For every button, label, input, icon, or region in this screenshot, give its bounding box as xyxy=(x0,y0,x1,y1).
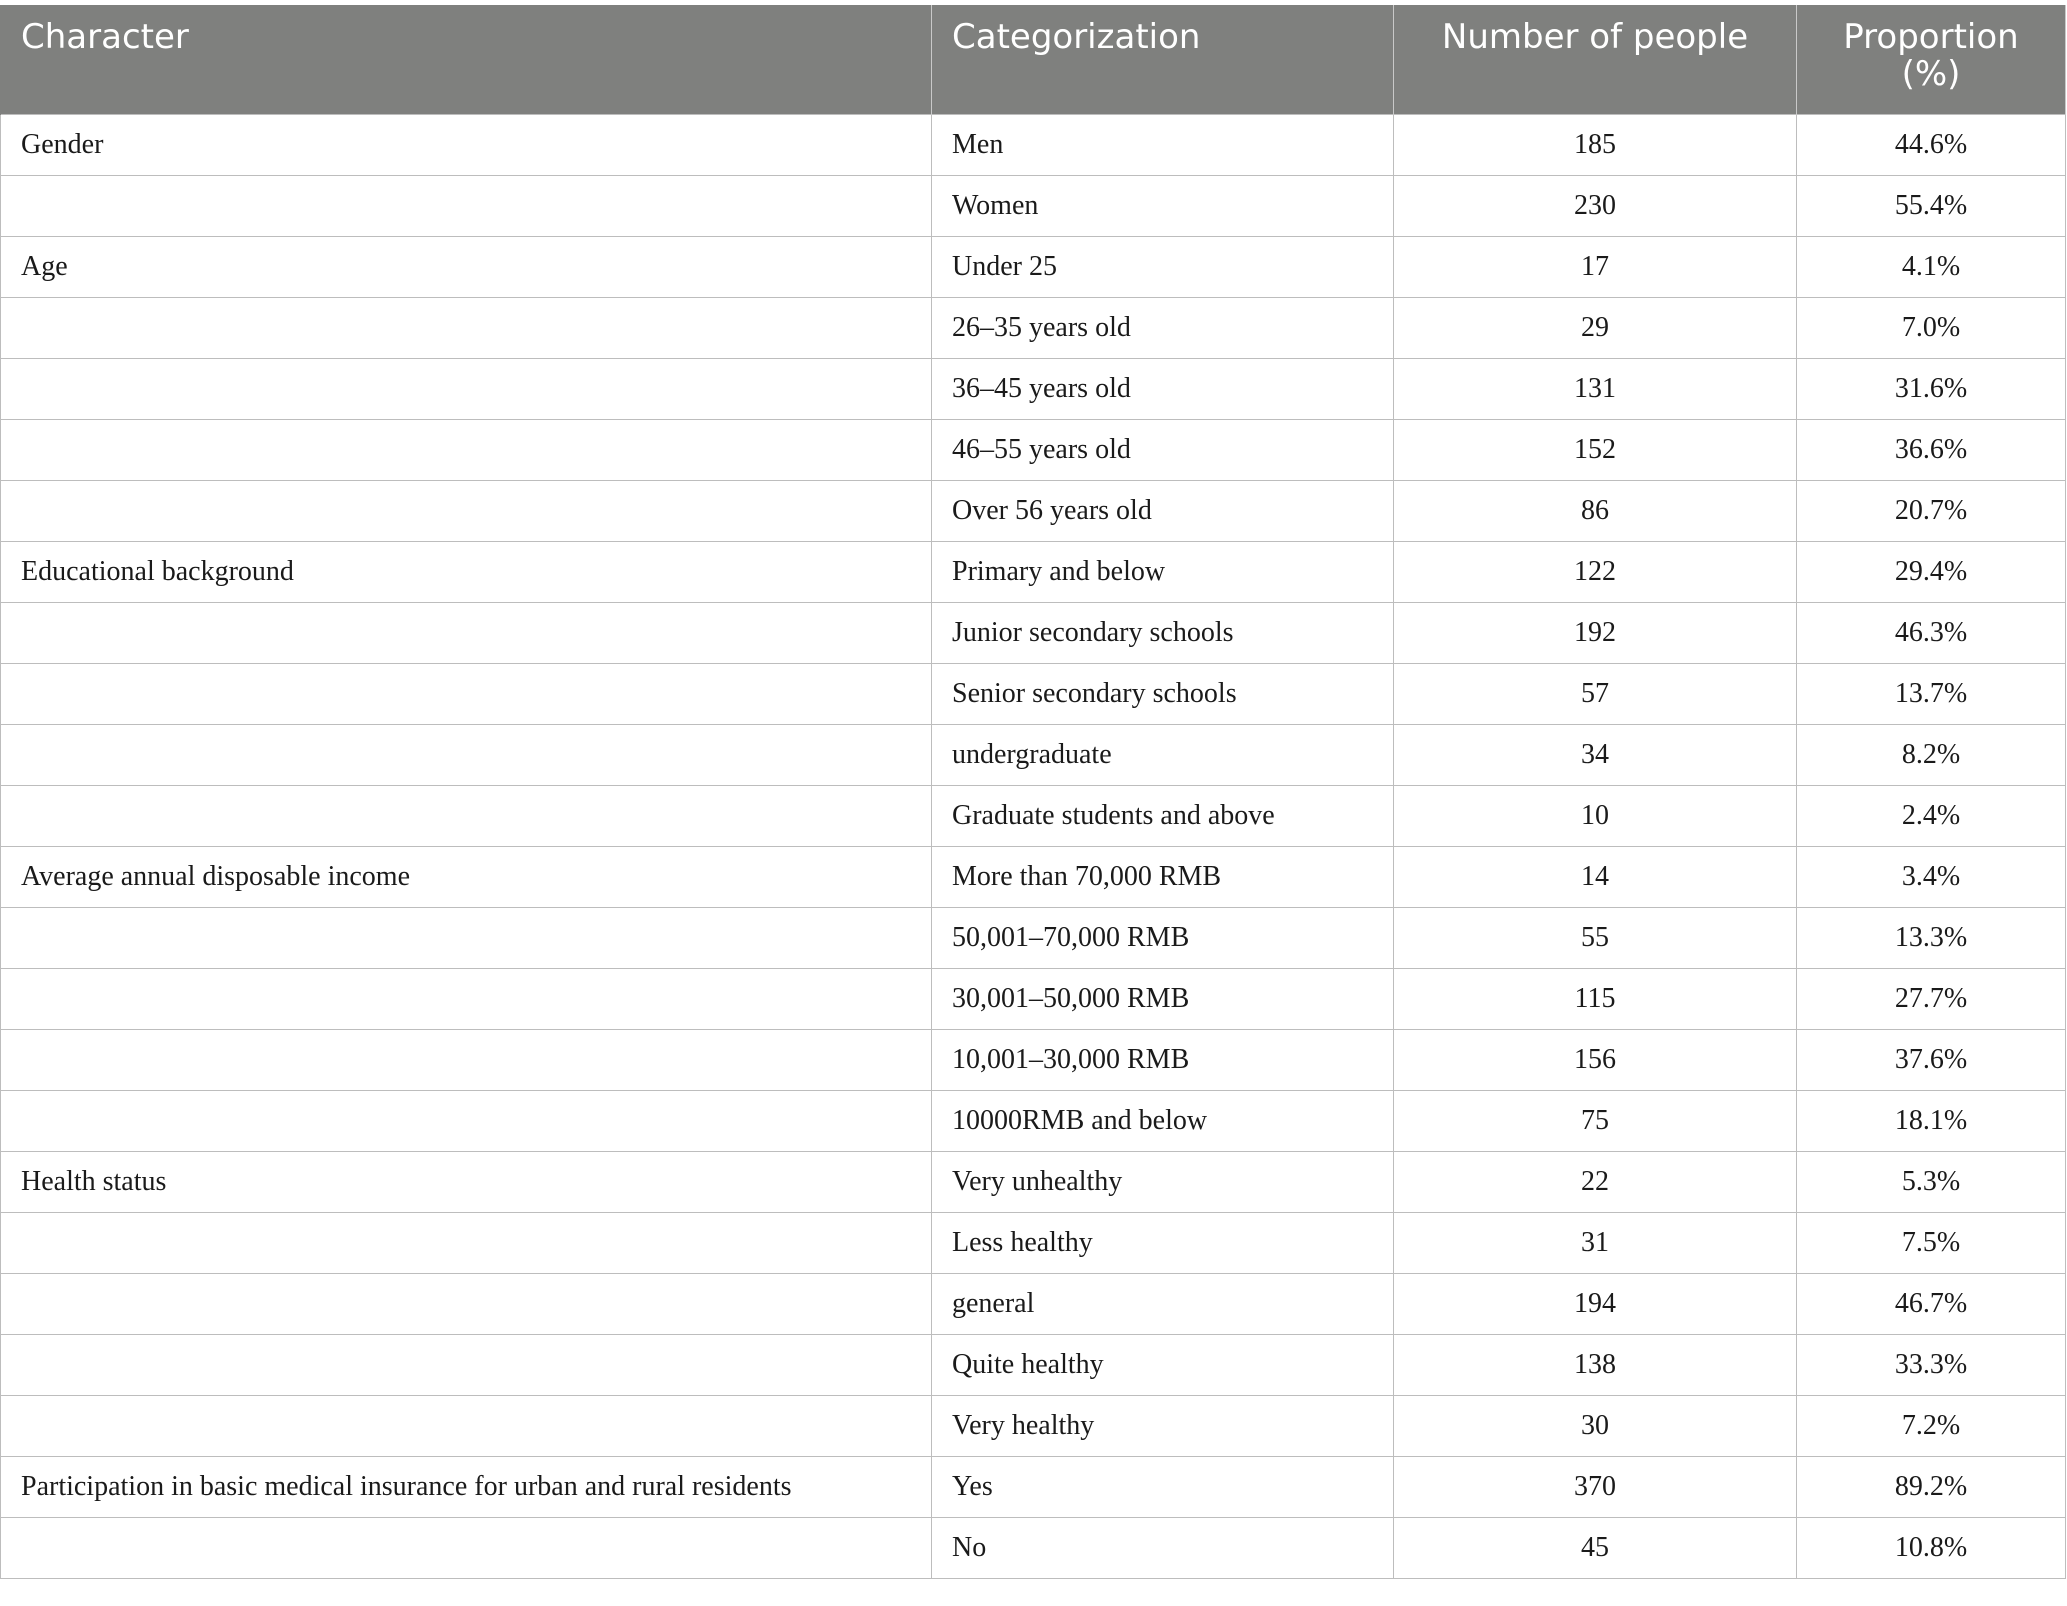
table-row xyxy=(1,480,2066,541)
cell-number-of-people: 55 xyxy=(1394,907,1797,968)
cell-character xyxy=(1,1273,932,1334)
table-row xyxy=(1,175,2066,236)
cell-categorization: undergraduate xyxy=(932,724,1394,785)
table-row xyxy=(1,907,2066,968)
cell-character xyxy=(1,968,932,1029)
cell-proportion: 27.7% xyxy=(1797,968,2066,1029)
cell-categorization: Women xyxy=(932,175,1394,236)
cell-categorization: 26–35 years old xyxy=(932,297,1394,358)
cell-categorization: Men xyxy=(932,114,1394,175)
cell-categorization: 10,001–30,000 RMB xyxy=(932,1029,1394,1090)
cell-categorization: Quite healthy xyxy=(932,1334,1394,1395)
cell-categorization: 50,001–70,000 RMB xyxy=(932,907,1394,968)
cell-categorization: Under 25 xyxy=(932,236,1394,297)
cell-character: Educational background xyxy=(1,541,932,602)
cell-categorization: Senior secondary schools xyxy=(932,663,1394,724)
cell-number-of-people: 30 xyxy=(1394,1395,1797,1456)
cell-number-of-people: 156 xyxy=(1394,1029,1797,1090)
cell-character xyxy=(1,907,932,968)
table-row xyxy=(1,1456,2066,1517)
cell-proportion: 7.0% xyxy=(1797,297,2066,358)
header-proportion-line1: Proportion xyxy=(1843,17,2019,57)
cell-proportion: 29.4% xyxy=(1797,541,2066,602)
table-row xyxy=(1,1273,2066,1334)
header-character: Character xyxy=(1,5,932,114)
cell-categorization: Less healthy xyxy=(932,1212,1394,1273)
cell-number-of-people: 370 xyxy=(1394,1456,1797,1517)
cell-character: Participation in basic medical insurance for urban and rural residents xyxy=(1,1456,932,1517)
cell-number-of-people: 14 xyxy=(1394,846,1797,907)
cell-proportion: 89.2% xyxy=(1797,1456,2066,1517)
cell-proportion: 3.4% xyxy=(1797,846,2066,907)
table-row xyxy=(1,724,2066,785)
cell-character xyxy=(1,175,932,236)
cell-number-of-people: 230 xyxy=(1394,175,1797,236)
table-row xyxy=(1,785,2066,846)
table-row xyxy=(1,846,2066,907)
cell-number-of-people: 115 xyxy=(1394,968,1797,1029)
header-proportion xyxy=(1797,5,2066,114)
cell-number-of-people: 31 xyxy=(1394,1212,1797,1273)
cell-proportion: 55.4% xyxy=(1797,175,2066,236)
cell-character: Health status xyxy=(1,1151,932,1212)
cell-character xyxy=(1,602,932,663)
cell-categorization: 36–45 years old xyxy=(932,358,1394,419)
table-row xyxy=(1,358,2066,419)
cell-character: Gender xyxy=(1,114,932,175)
table-row xyxy=(1,419,2066,480)
table-row xyxy=(1,1151,2066,1212)
cell-character xyxy=(1,1090,932,1151)
table-row xyxy=(1,602,2066,663)
cell-categorization: More than 70,000 RMB xyxy=(932,846,1394,907)
table-row xyxy=(1,1029,2066,1090)
cell-categorization: Junior secondary schools xyxy=(932,602,1394,663)
cell-number-of-people: 34 xyxy=(1394,724,1797,785)
cell-proportion: 20.7% xyxy=(1797,480,2066,541)
cell-number-of-people: 185 xyxy=(1394,114,1797,175)
cell-number-of-people: 22 xyxy=(1394,1151,1797,1212)
table-row xyxy=(1,236,2066,297)
table-row xyxy=(1,1090,2066,1151)
cell-proportion: 36.6% xyxy=(1797,419,2066,480)
cell-character xyxy=(1,358,932,419)
table-row xyxy=(1,114,2066,175)
cell-proportion: 18.1% xyxy=(1797,1090,2066,1151)
cell-number-of-people: 152 xyxy=(1394,419,1797,480)
cell-number-of-people: 138 xyxy=(1394,1334,1797,1395)
cell-categorization: Over 56 years old xyxy=(932,480,1394,541)
cell-proportion: 4.1% xyxy=(1797,236,2066,297)
cell-proportion: 46.3% xyxy=(1797,602,2066,663)
table-row xyxy=(1,297,2066,358)
cell-number-of-people: 10 xyxy=(1394,785,1797,846)
cell-number-of-people: 29 xyxy=(1394,297,1797,358)
table-header xyxy=(1,5,2066,114)
cell-proportion: 10.8% xyxy=(1797,1517,2066,1578)
header-row xyxy=(1,5,2066,114)
cell-number-of-people: 131 xyxy=(1394,358,1797,419)
table-row xyxy=(1,541,2066,602)
cell-number-of-people: 57 xyxy=(1394,663,1797,724)
cell-number-of-people: 122 xyxy=(1394,541,1797,602)
table-row xyxy=(1,1395,2066,1456)
header-proportion-line2: (%) xyxy=(1901,54,1961,94)
cell-character xyxy=(1,480,932,541)
cell-character xyxy=(1,1029,932,1090)
cell-proportion: 13.7% xyxy=(1797,663,2066,724)
cell-proportion: 33.3% xyxy=(1797,1334,2066,1395)
cell-categorization: 10000RMB and below xyxy=(932,1090,1394,1151)
cell-number-of-people: 17 xyxy=(1394,236,1797,297)
cell-proportion: 2.4% xyxy=(1797,785,2066,846)
table-row xyxy=(1,1212,2066,1273)
cell-categorization: No xyxy=(932,1517,1394,1578)
cell-character xyxy=(1,419,932,480)
cell-categorization: Very unhealthy xyxy=(932,1151,1394,1212)
cell-categorization: 46–55 years old xyxy=(932,419,1394,480)
table-body xyxy=(1,114,2066,1578)
cell-character xyxy=(1,1517,932,1578)
cell-proportion: 13.3% xyxy=(1797,907,2066,968)
cell-character xyxy=(1,297,932,358)
cell-proportion: 31.6% xyxy=(1797,358,2066,419)
cell-character xyxy=(1,1212,932,1273)
cell-proportion: 8.2% xyxy=(1797,724,2066,785)
cell-categorization: Primary and below xyxy=(932,541,1394,602)
demographics-table xyxy=(0,5,2066,1579)
table-row xyxy=(1,968,2066,1029)
cell-number-of-people: 75 xyxy=(1394,1090,1797,1151)
cell-proportion: 37.6% xyxy=(1797,1029,2066,1090)
cell-character: Average annual disposable income xyxy=(1,846,932,907)
cell-number-of-people: 86 xyxy=(1394,480,1797,541)
cell-proportion: 7.5% xyxy=(1797,1212,2066,1273)
cell-categorization: Yes xyxy=(932,1456,1394,1517)
cell-number-of-people: 194 xyxy=(1394,1273,1797,1334)
table-row xyxy=(1,663,2066,724)
cell-character xyxy=(1,1334,932,1395)
cell-categorization: general xyxy=(932,1273,1394,1334)
header-number-of-people: Number of people xyxy=(1394,5,1797,114)
cell-character xyxy=(1,663,932,724)
table-row xyxy=(1,1517,2066,1578)
cell-categorization: Graduate students and above xyxy=(932,785,1394,846)
cell-categorization: Very healthy xyxy=(932,1395,1394,1456)
cell-character xyxy=(1,724,932,785)
table-row xyxy=(1,1334,2066,1395)
cell-character: Age xyxy=(1,236,932,297)
cell-proportion: 46.7% xyxy=(1797,1273,2066,1334)
cell-character xyxy=(1,785,932,846)
cell-proportion: 44.6% xyxy=(1797,114,2066,175)
cell-character xyxy=(1,1395,932,1456)
cell-proportion: 7.2% xyxy=(1797,1395,2066,1456)
header-categorization: Categorization xyxy=(932,5,1394,114)
cell-number-of-people: 192 xyxy=(1394,602,1797,663)
cell-proportion: 5.3% xyxy=(1797,1151,2066,1212)
cell-number-of-people: 45 xyxy=(1394,1517,1797,1578)
cell-categorization: 30,001–50,000 RMB xyxy=(932,968,1394,1029)
